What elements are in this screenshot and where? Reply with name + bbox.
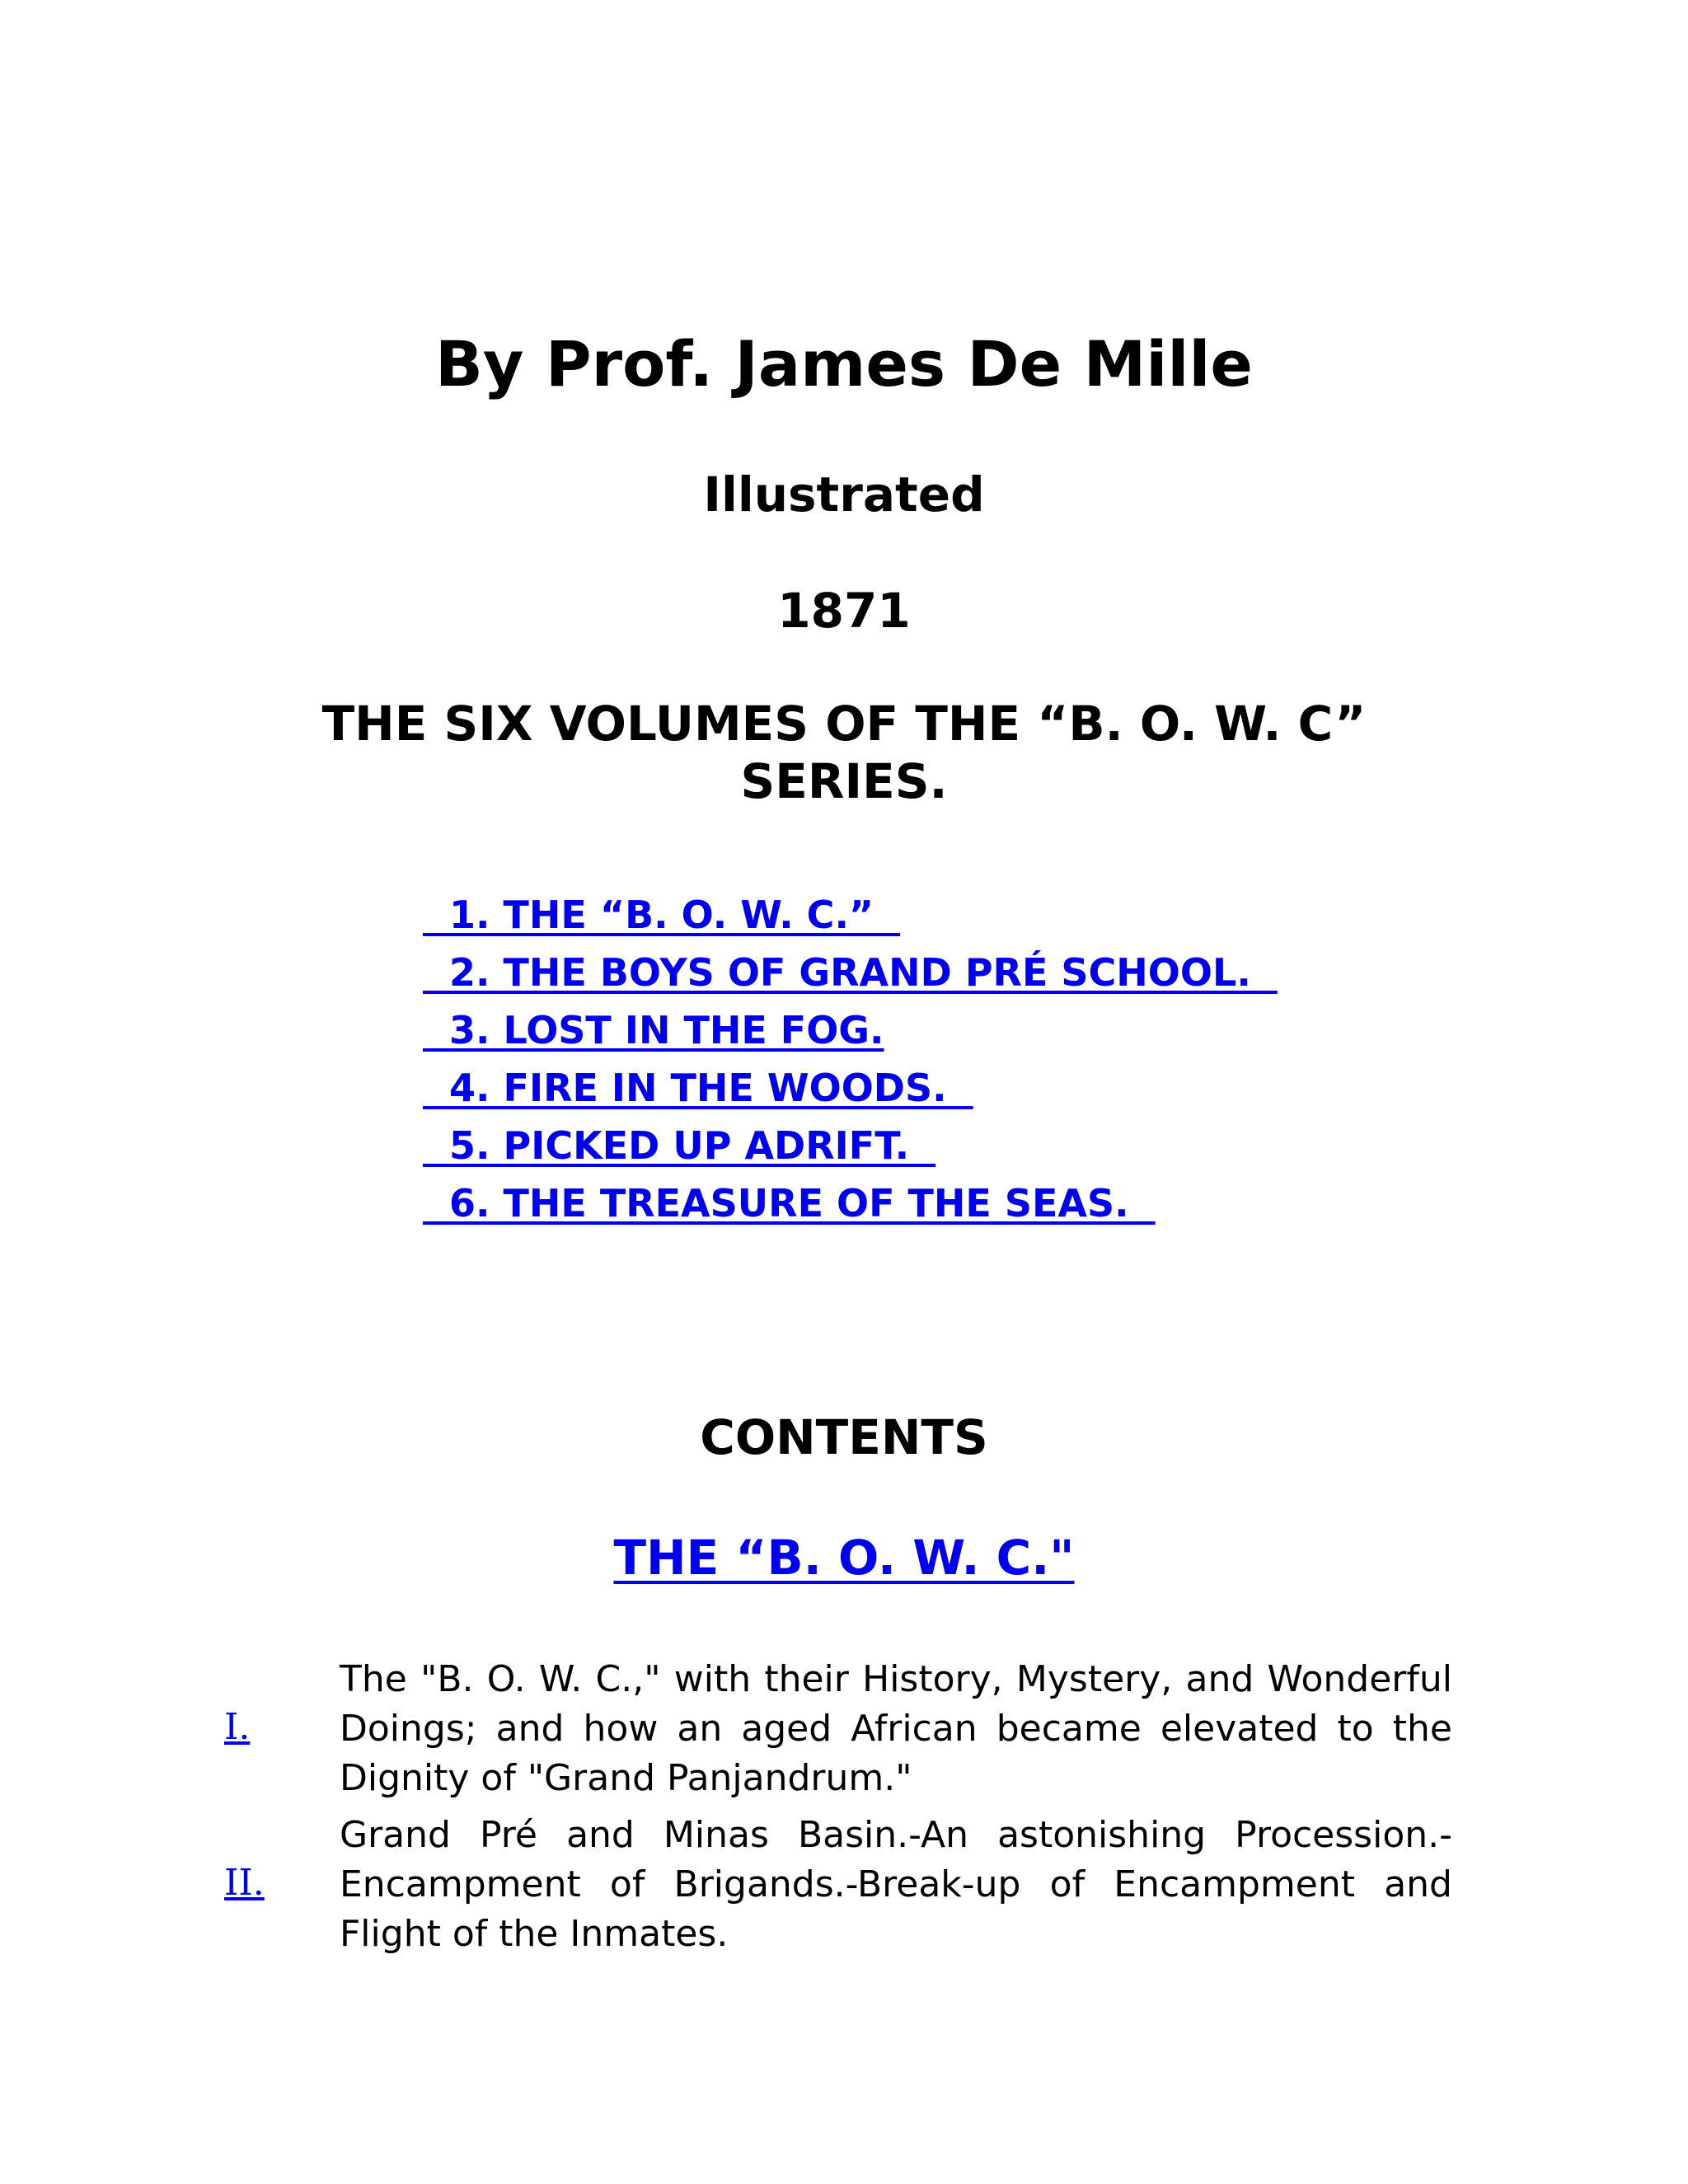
- volume-link-1[interactable]: 1. THE “B. O. W. C.”: [423, 893, 901, 937]
- volume-title-heading: [0, 1525, 1688, 1591]
- chapter-link-2[interactable]: II.: [224, 1862, 265, 1904]
- volume-link-2[interactable]: 2. THE BOYS OF GRAND PRÉ SCHOOL.: [423, 950, 1278, 995]
- contents-heading: CONTENTS: [700, 1409, 988, 1465]
- volume-link-5[interactable]: 5. PICKED UP ADRIFT.: [423, 1123, 936, 1168]
- author-line: By Prof. James De Mille: [435, 327, 1253, 401]
- chapter-link-1[interactable]: I.: [224, 1706, 251, 1748]
- illustrated-line: Illustrated: [703, 466, 985, 523]
- volume-list-item: [423, 1174, 1278, 1232]
- volume-list-item: [423, 1059, 1278, 1117]
- volume-list-item: [423, 1117, 1278, 1174]
- chapter-description: The "B. O. W. C.," with their History, Mystery, and Wonderful Doings; and how an aged African became elevated to the Dignity of "Grand Panjandrum.": [340, 1658, 1452, 1799]
- volume-link-4[interactable]: 4. FIRE IN THE WOODS.: [423, 1066, 973, 1110]
- volume-list-item: [423, 886, 1278, 944]
- year-line: 1871: [777, 583, 911, 639]
- series-heading: THE SIX VOLUMES OF THE “B. O. W. C” SERIES.: [321, 696, 1367, 809]
- volume-link-6[interactable]: 6. THE TREASURE OF THE SEAS.: [423, 1181, 1156, 1226]
- volume-list-item: [423, 1001, 1278, 1059]
- volume-list: [423, 886, 1278, 1232]
- volume-list-item: [423, 944, 1278, 1001]
- volume-title-link[interactable]: THE “B. O. W. C.": [613, 1530, 1075, 1586]
- volume-link-3[interactable]: 3. LOST IN THE FOG.: [423, 1008, 884, 1052]
- chapter-description: Grand Pré and Minas Basin.-An astonishing Procession.-Encampment of Brigands.-Break-up of Encampment and Flight of the Inmates.: [340, 1814, 1452, 1955]
